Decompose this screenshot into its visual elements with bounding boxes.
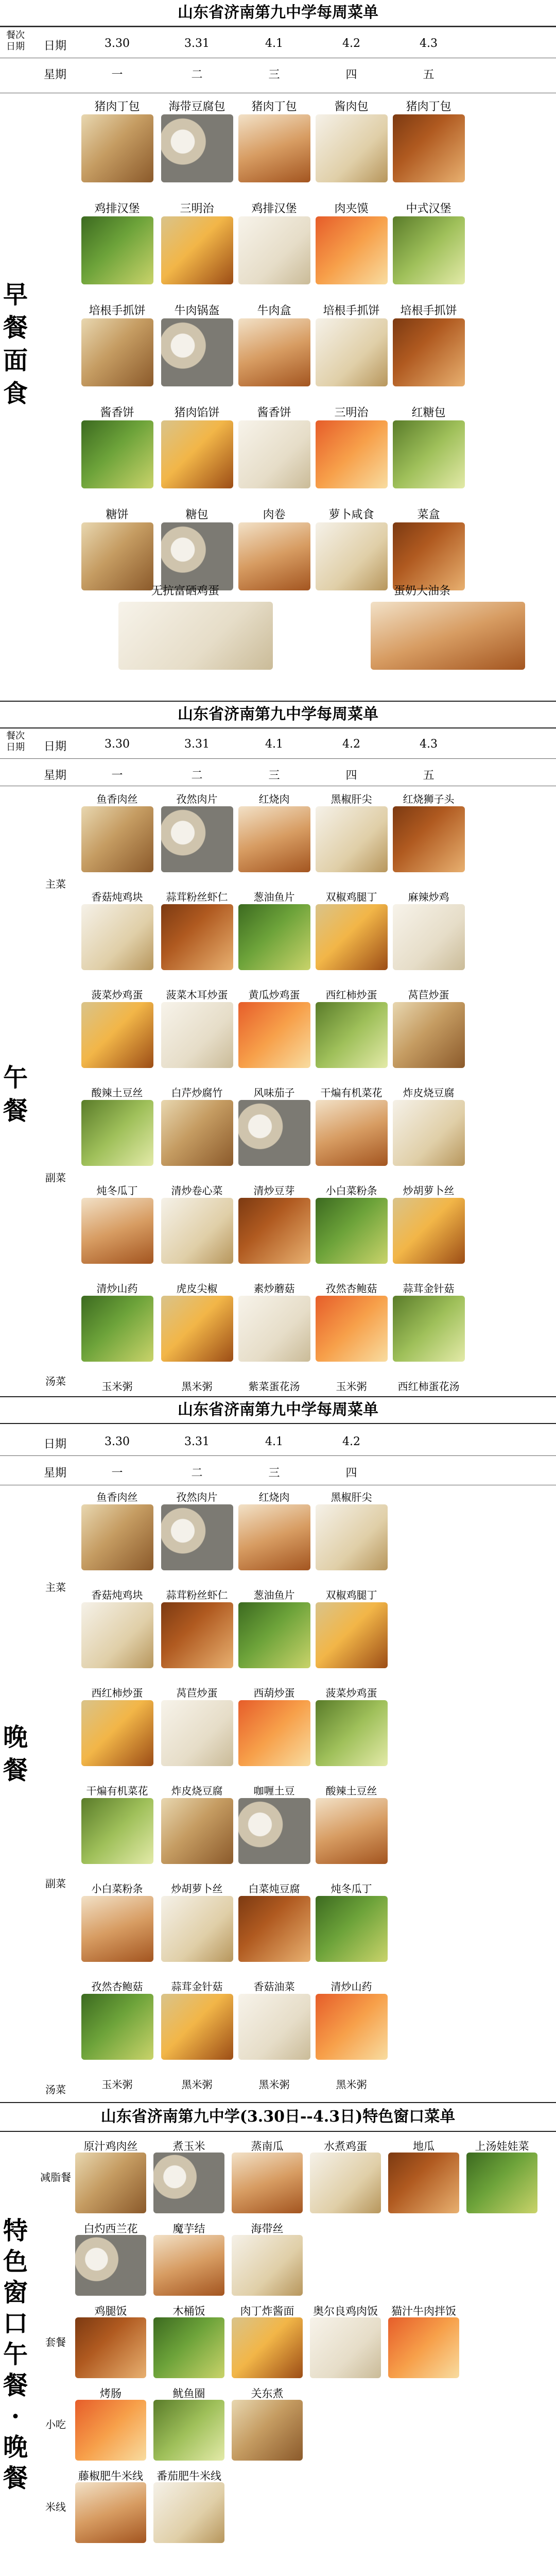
special-photo	[153, 2317, 224, 2378]
dish-photo	[81, 904, 153, 970]
dish-label: 菠菜炒鸡蛋	[325, 1687, 377, 1699]
breakfast-section-label: 早 餐 面 食	[3, 280, 28, 408]
dish-label: 红烧肉	[258, 793, 290, 805]
dish-photo	[81, 1504, 153, 1570]
special-item-label: 奥尔良鸡肉饭	[313, 2305, 378, 2317]
date-cell: 3.31	[184, 37, 210, 50]
date-cell: 3.30	[105, 1435, 130, 1448]
dish-label: 蒜茸金针菇	[403, 1282, 455, 1295]
dish-photo	[81, 1198, 153, 1264]
dish-photo	[316, 1002, 388, 1068]
dish-photo	[161, 904, 233, 970]
weekday-cell: 一	[111, 69, 123, 81]
special-photo	[310, 2317, 381, 2378]
breakfast-title: 山东省济南第九中学每周菜单	[0, 0, 556, 27]
date-cell: 3.30	[105, 37, 130, 50]
dish-label: 西红柿炒蛋	[325, 989, 377, 1001]
weekday-cell: 一	[111, 1467, 123, 1480]
dish-photo	[316, 1504, 388, 1570]
dish-photo	[238, 1504, 310, 1570]
menu-item-label: 三明治	[180, 202, 214, 215]
date-cell: 3.30	[105, 738, 130, 751]
date-cell: 4.3	[420, 738, 438, 751]
dish-label: 西葫炒蛋	[253, 1687, 295, 1699]
food-photo	[81, 216, 153, 284]
soup-label: 黑米粥	[181, 2078, 213, 2091]
dish-label: 菠菜木耳炒蛋	[166, 989, 228, 1001]
dish-photo	[238, 1002, 310, 1068]
lunch-side-group: 副菜	[45, 1172, 66, 1184]
menu-item-label: 牛肉盒	[257, 304, 291, 317]
dish-photo	[238, 1100, 310, 1166]
dish-photo	[238, 806, 310, 872]
menu-item-label: 培根手抓饼	[400, 304, 457, 317]
food-photo	[161, 216, 233, 284]
dish-photo	[161, 1296, 233, 1362]
dish-photo	[316, 1798, 388, 1864]
special-photo	[153, 2153, 224, 2213]
date-cell: 4.1	[265, 1435, 283, 1448]
dish-label: 菠菜炒鸡蛋	[91, 989, 143, 1001]
food-photo	[316, 420, 388, 488]
dish-photo	[238, 1994, 310, 2060]
dish-photo	[81, 1296, 153, 1362]
dish-photo	[161, 1002, 233, 1068]
date-header: 日期	[43, 40, 66, 53]
dish-label: 蒜茸金针菇	[171, 1980, 223, 1993]
dish-label: 小白菜粉条	[91, 1883, 143, 1895]
weekday-cell: 四	[345, 1467, 357, 1480]
dish-label: 白芹炒腐竹	[171, 1087, 223, 1099]
special-photo	[232, 2153, 303, 2213]
food-photo	[393, 216, 465, 284]
dish-photo	[316, 1994, 388, 2060]
dish-label: 炒胡萝卜丝	[171, 1883, 223, 1895]
weekday-cell: 一	[111, 769, 123, 782]
special-group-label: 套餐	[45, 2336, 66, 2348]
food-photo	[161, 420, 233, 488]
special-photo	[310, 2153, 381, 2213]
dinner-main-group: 主菜	[45, 1581, 66, 1594]
dish-photo	[316, 904, 388, 970]
soup-label: 玉米粥	[101, 2078, 133, 2091]
menu-item-label: 猪肉丁包	[251, 100, 297, 113]
special-item-label: 番茄肥牛米线	[157, 2470, 221, 2482]
dish-photo	[161, 1100, 233, 1166]
date-cell: 4.1	[265, 37, 283, 50]
dish-label: 清炒卷心菜	[171, 1184, 223, 1197]
date-cell: 4.1	[265, 738, 283, 751]
menu-item-label: 萝卜咸食	[328, 509, 374, 521]
dish-photo	[316, 806, 388, 872]
soup-label: 玉米粥	[101, 1380, 133, 1393]
dish-photo	[316, 1602, 388, 1668]
dinner-date-header: 日期	[43, 1438, 66, 1451]
food-photo	[161, 318, 233, 386]
dinner-section-label: 晚 餐	[3, 1723, 28, 1785]
special-group-label: 减脂餐	[40, 2171, 71, 2183]
special-item-label: 煮玉米	[172, 2140, 205, 2153]
dish-photo	[238, 1602, 310, 1668]
dish-photo	[161, 806, 233, 872]
menu-item-label: 培根手抓饼	[89, 304, 146, 317]
food-photo	[81, 114, 153, 182]
weekday-cell: 五	[423, 69, 435, 81]
dish-label: 黑椒肝尖	[331, 793, 372, 805]
menu-item-label: 蛋奶大油条	[393, 585, 450, 598]
dish-photo	[238, 1296, 310, 1362]
dish-label: 干煸有机菜花	[86, 1785, 148, 1797]
weekday-cell: 五	[423, 769, 435, 782]
special-item-label: 上汤娃娃菜	[475, 2140, 529, 2153]
dish-photo	[161, 1896, 233, 1962]
dish-photo	[393, 1002, 465, 1068]
soup-label: 紫菜蛋花汤	[248, 1380, 300, 1393]
food-photo	[393, 420, 465, 488]
special-photo	[75, 2153, 146, 2213]
special-photo	[388, 2317, 459, 2378]
dish-photo	[316, 1100, 388, 1166]
dish-label: 双椒鸡腿丁	[325, 891, 377, 903]
food-photo	[238, 114, 310, 182]
lunch-soup-group: 汤菜	[45, 1375, 66, 1387]
special-group-label: 米线	[45, 2501, 66, 2513]
menu-item-label: 猪肉馅饼	[174, 406, 220, 419]
special-item-label: 烤肠	[100, 2387, 121, 2400]
dish-label: 炒胡萝卜丝	[403, 1184, 455, 1197]
dish-label: 香菇炖鸡块	[91, 1589, 143, 1601]
special-item-label: 肉丁炸酱面	[240, 2305, 294, 2317]
dish-label: 酸辣土豆丝	[91, 1087, 143, 1099]
special-item-label: 木桶饭	[172, 2305, 205, 2317]
food-photo	[316, 216, 388, 284]
dinner-weekday-header: 星期	[43, 1467, 66, 1480]
dish-photo	[161, 1798, 233, 1864]
special-photo	[388, 2153, 459, 2213]
special-item-label: 魔芋结	[172, 2223, 205, 2235]
dish-photo	[238, 1896, 310, 1962]
dish-photo	[393, 1198, 465, 1264]
weekday-cell: 三	[268, 769, 280, 782]
dish-label: 麻辣炒鸡	[408, 891, 449, 903]
dish-label: 蒜茸粉丝虾仁	[166, 891, 228, 903]
menu-item-label: 肉夹馍	[334, 202, 369, 215]
special-photo	[232, 2235, 303, 2296]
menu-item-label: 猪肉丁包	[406, 100, 451, 113]
dish-label: 莴苣炒蛋	[176, 1687, 218, 1699]
weekday-cell: 二	[191, 69, 203, 81]
food-photo	[316, 522, 388, 590]
dish-photo	[81, 1002, 153, 1068]
dish-label: 孜然肉片	[176, 793, 218, 805]
menu-item-label: 酱香饼	[100, 406, 134, 419]
dish-label: 咖喱土豆	[253, 1785, 295, 1797]
dish-label: 蒜茸粉丝虾仁	[166, 1589, 228, 1601]
special-photo	[153, 2400, 224, 2461]
dish-label: 鱼香肉丝	[96, 793, 138, 805]
date-cell: 3.31	[184, 738, 210, 751]
weekday-cell: 二	[191, 1467, 203, 1480]
weekday-cell: 二	[191, 769, 203, 782]
dish-photo	[393, 1296, 465, 1362]
special-photo	[153, 2482, 224, 2543]
dish-photo	[316, 1896, 388, 1962]
dish-photo	[238, 904, 310, 970]
dish-photo	[81, 1798, 153, 1864]
dish-label: 炸皮烧豆腐	[171, 1785, 223, 1797]
dish-photo	[81, 1896, 153, 1962]
dish-label: 孜然杏鲍菇	[91, 1980, 143, 1993]
menu-item-label: 三明治	[334, 406, 369, 419]
dish-photo	[238, 1798, 310, 1864]
food-photo	[238, 522, 310, 590]
dish-photo	[393, 1100, 465, 1166]
dish-photo	[161, 1994, 233, 2060]
lunch-main-group: 主菜	[45, 878, 66, 890]
weekday-cell: 四	[345, 69, 357, 81]
dish-label: 风味茄子	[253, 1087, 295, 1099]
menu-item-label: 酱香饼	[257, 406, 291, 419]
dish-label: 孜然杏鲍菇	[325, 1282, 377, 1295]
special-photo	[75, 2482, 146, 2543]
dish-photo	[393, 806, 465, 872]
food-photo	[118, 602, 273, 670]
dish-photo	[316, 1296, 388, 1362]
food-photo	[81, 318, 153, 386]
menu-item-label: 糖饼	[106, 509, 129, 521]
dish-photo	[161, 1602, 233, 1668]
food-photo	[371, 602, 525, 670]
dish-label: 清炒豆芽	[253, 1184, 295, 1197]
dish-label: 清炒山药	[331, 1980, 372, 1993]
dinner-soup-group: 汤菜	[45, 2083, 66, 2096]
special-item-label: 白灼西兰花	[83, 2223, 138, 2235]
food-photo	[238, 318, 310, 386]
food-photo	[316, 114, 388, 182]
dish-label: 黑椒肝尖	[331, 1491, 372, 1503]
dish-label: 干煸有机菜花	[320, 1087, 383, 1099]
dish-label: 素炒蘑菇	[253, 1282, 295, 1295]
dish-label: 虎皮尖椒	[176, 1282, 218, 1295]
date-cell: 4.3	[420, 37, 438, 50]
special-item-label: 海带丝	[251, 2223, 284, 2235]
menu-item-label: 中式汉堡	[406, 202, 451, 215]
dish-label: 鱼香肉丝	[96, 1491, 138, 1503]
soup-label: 玉米粥	[336, 1380, 367, 1393]
soup-label: 西红柿蛋花汤	[397, 1380, 460, 1393]
dish-label: 酸辣土豆丝	[325, 1785, 377, 1797]
dish-photo	[81, 806, 153, 872]
dish-photo	[316, 1700, 388, 1766]
special-photo	[75, 2400, 146, 2461]
dish-photo	[81, 1100, 153, 1166]
special-item-label: 地瓜	[413, 2140, 435, 2153]
lunch-meal-date-header: 餐次 日期	[6, 731, 25, 753]
special-item-label: 藤椒肥牛米线	[78, 2470, 143, 2482]
special-photo	[75, 2235, 146, 2296]
food-photo	[161, 114, 233, 182]
dish-photo	[238, 1198, 310, 1264]
dish-photo	[81, 1602, 153, 1668]
date-cell: 4.2	[342, 1435, 360, 1448]
dish-photo	[238, 1700, 310, 1766]
dish-label: 红烧肉	[258, 1491, 290, 1503]
special-item-label: 鸡腿饭	[94, 2305, 127, 2317]
soup-label: 黑米粥	[258, 2078, 290, 2091]
weekday-cell: 三	[268, 69, 280, 81]
special-photo	[232, 2400, 303, 2461]
menu-item-label: 无抗富硒鸡蛋	[151, 585, 219, 598]
special-item-label: 猫汁牛肉拌饭	[391, 2305, 456, 2317]
menu-item-label: 菜盒	[417, 509, 440, 521]
weekday-cell: 四	[345, 769, 357, 782]
food-photo	[81, 420, 153, 488]
lunch-section-label: 午 餐	[3, 1063, 28, 1125]
menu-item-label: 牛肉锅盔	[174, 304, 220, 317]
dish-label: 清炒山药	[96, 1282, 138, 1295]
menu-item-label: 鸡排汉堡	[251, 202, 297, 215]
dish-photo	[316, 1198, 388, 1264]
menu-item-label: 酱肉包	[334, 100, 369, 113]
lunch-weekday-header: 星期	[43, 769, 66, 782]
food-photo	[393, 114, 465, 182]
menu-item-label: 糖包	[185, 509, 208, 521]
food-photo	[238, 216, 310, 284]
special-photo	[75, 2317, 146, 2378]
special-group-label: 小吃	[45, 2418, 66, 2431]
dish-photo	[161, 1700, 233, 1766]
weekday-header: 星期	[43, 69, 66, 81]
special-photo	[466, 2153, 537, 2213]
dish-label: 炖冬瓜丁	[96, 1184, 138, 1197]
date-cell: 4.2	[342, 738, 360, 751]
menu-item-label: 培根手抓饼	[323, 304, 380, 317]
menu-item-label: 猪肉丁包	[94, 100, 140, 113]
meal-date-header: 餐次 日期	[6, 30, 25, 52]
dish-label: 莴苣炒蛋	[408, 989, 449, 1001]
special-item-label: 关东煮	[251, 2387, 284, 2400]
dish-photo	[161, 1198, 233, 1264]
dish-label: 黄瓜炒鸡蛋	[248, 989, 300, 1001]
dish-label: 葱油鱼片	[253, 891, 295, 903]
dish-photo	[393, 904, 465, 970]
menu-item-label: 红糖包	[411, 406, 446, 419]
special-photo	[232, 2317, 303, 2378]
menu-item-label: 海带豆腐包	[168, 100, 225, 113]
food-photo	[161, 522, 233, 590]
date-cell: 3.31	[184, 1435, 210, 1448]
soup-label: 黑米粥	[181, 1380, 213, 1393]
dish-label: 香菇油菜	[253, 1980, 295, 1993]
food-photo	[238, 420, 310, 488]
soup-label: 黑米粥	[336, 2078, 367, 2091]
food-photo	[81, 522, 153, 590]
dish-label: 小白菜粉条	[325, 1184, 377, 1197]
dish-label: 炸皮烧豆腐	[403, 1087, 455, 1099]
dish-label: 孜然肉片	[176, 1491, 218, 1503]
food-photo	[393, 318, 465, 386]
dish-photo	[161, 1504, 233, 1570]
lunch-title: 山东省济南第九中学每周菜单	[0, 701, 556, 728]
dish-photo	[81, 1994, 153, 2060]
food-photo	[316, 318, 388, 386]
dinner-side-group: 副菜	[45, 1877, 66, 1890]
menu-item-label: 鸡排汉堡	[94, 202, 140, 215]
food-photo	[393, 522, 465, 590]
dinner-title: 山东省济南第九中学每周菜单	[0, 1396, 556, 1424]
weekday-cell: 三	[268, 1467, 280, 1480]
dish-photo	[81, 1700, 153, 1766]
special-item-label: 水煮鸡蛋	[324, 2140, 367, 2153]
lunch-date-header: 日期	[43, 740, 66, 753]
dish-label: 红烧狮子头	[403, 793, 455, 805]
dish-label: 白菜炖豆腐	[248, 1883, 300, 1895]
menu-item-label: 肉卷	[263, 509, 286, 521]
date-cell: 4.2	[342, 37, 360, 50]
special-section-label: 特 色 窗 口 午 餐 · 晚 餐	[3, 2216, 28, 2493]
special-title: 山东省济南第九中学(3.30日--4.3日)特色窗口菜单	[0, 2102, 556, 2132]
special-item-label: 原汁鸡肉丝	[83, 2140, 138, 2153]
dish-label: 双椒鸡腿丁	[325, 1589, 377, 1601]
dish-label: 葱油鱼片	[253, 1589, 295, 1601]
dish-label: 西红柿炒蛋	[91, 1687, 143, 1699]
dish-label: 炖冬瓜丁	[331, 1883, 372, 1895]
special-item-label: 鱿鱼圈	[172, 2387, 205, 2400]
dish-label: 香菇炖鸡块	[91, 891, 143, 903]
special-photo	[153, 2235, 224, 2296]
special-item-label: 蒸南瓜	[251, 2140, 284, 2153]
